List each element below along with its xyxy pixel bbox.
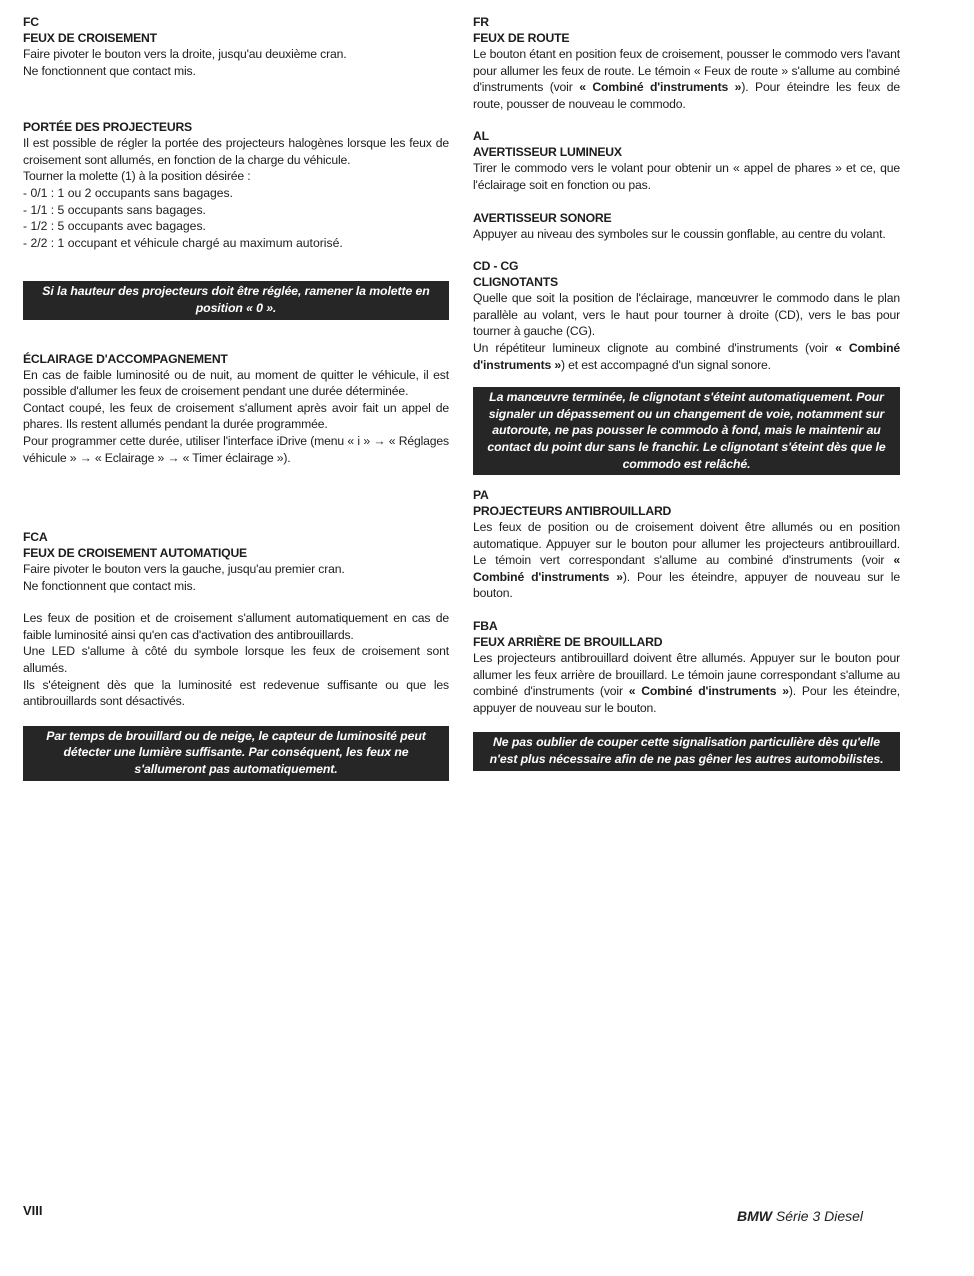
section-title-clignotants: CLIGNOTANTS	[473, 275, 558, 290]
brand-name: BMW	[737, 1208, 772, 1224]
text-run: ). Pour les éteindre, appuyer de nouveau sur le bouton.	[473, 569, 900, 601]
text-run: Les feux de position ou de croisement doivent être allumés ou en position automatique. Appuyer sur le bouton pour allumer les projecteurs antibrouillard. Le témoin vert correspondant s'allume au combiné d'instruments (voir	[473, 520, 900, 568]
paragraph: Faire pivoter le bouton vers la droite, jusqu'au deuxième cran.	[23, 47, 347, 61]
text-run: Les projecteurs antibrouillard doivent être allumés. Appuyer sur le bouton pour allumer les feux arrière de brouillard. Le témoin jaune correspondant s'allume au combiné d'instruments (voir	[473, 651, 900, 699]
text-run: ). Pour les éteindre, appuyer de nouveau sur le bouton.	[473, 684, 900, 715]
section-title-feux-de-route: FEUX DE ROUTE	[473, 31, 570, 45]
cross-reference: « Combiné d'instruments »	[473, 340, 900, 372]
left-column	[23, 14, 449, 781]
cross-reference: « Combiné d'instruments »	[579, 80, 742, 95]
section-body-fc	[23, 46, 449, 79]
paragraph: Tourner la molette (1) à la position désirée :	[23, 169, 251, 184]
paragraph: Quelle que soit la position de l'éclairage, manœuvrer le commodo dans le plan parallèle au volant, vers le haut pour tourner à droite (CD), vers le bas pour tourner à gauche (CG).	[473, 291, 900, 339]
text-run: ). Pour éteindre les feux de route, pousser de nouveau le commodo.	[473, 80, 900, 111]
section-code-fr: FR	[473, 15, 489, 29]
paragraph: Ne fonctionnent que contact mis.	[23, 63, 196, 78]
section-code-pa: PA	[473, 488, 489, 503]
section-code-al: AL	[473, 129, 489, 144]
paragraph: Contact coupé, les feux de croisement s'allument après avoir fait un appel de phares. Ils restent allumés pendant la durée programmée.	[23, 400, 449, 432]
page-number: VIII	[23, 1203, 43, 1218]
section-title-projecteurs-antibrouillard: PROJECTEURS ANTIBROUILLARD	[473, 504, 672, 519]
paragraph: Ne fonctionnent que contact mis.	[23, 578, 196, 593]
note-box-portee: Si la hauteur des projecteurs doit être réglée, ramener la molette en position « 0 ».	[23, 281, 449, 319]
load-position-list	[23, 185, 449, 251]
cross-reference: « Combiné d'instruments »	[473, 553, 900, 584]
list-item: - 1/2 : 5 occupants avec bagages.	[23, 219, 206, 234]
section-title-feux-arriere-brouillard: FEUX ARRIÈRE DE BROUILLARD	[473, 635, 663, 650]
paragraph: En cas de faible luminosité ou de nuit, au moment de quitter le véhicule, il est possible d'allumer les feux de croisement pendant une durée déterminée.	[23, 367, 449, 399]
paragraph	[473, 519, 900, 602]
paragraph: Les feux de position et de croisement s'allument automatiquement en cas de faible luminosité ainsi qu'en cas d'activation des antibrouillards.	[23, 611, 449, 642]
paragraph	[473, 650, 900, 716]
section-title-avertisseur-sonore: AVERTISSEUR SONORE	[473, 210, 612, 225]
section-code-fc: FC	[23, 15, 39, 29]
note-box-fba: Ne pas oublier de couper cette signalisation particulière dès qu'elle n'est plus nécessaire afin de ne pas gêner les autres automobilistes.	[473, 732, 900, 770]
running-footer-title	[737, 1208, 863, 1224]
paragraph: Faire pivoter le bouton vers la gauche, jusqu'au premier cran.	[23, 562, 345, 577]
list-item: - 0/1 : 1 ou 2 occupants sans bagages.	[23, 185, 234, 200]
section-title-eclairage-accompagnement: ÉCLAIRAGE D'ACCOMPAGNEMENT	[23, 351, 228, 366]
list-item: - 1/1 : 5 occupants sans bagages.	[23, 202, 206, 217]
paragraph: Pour programmer cette durée, utiliser l'interface iDrive (menu « i » → « Réglages véhicule » → « Eclairage » → « Timer éclairage »).	[23, 433, 449, 465]
paragraph: Ils s'éteignent dès que la luminosité est redevenue suffisante ou que les antibrouillards sont désactivés.	[23, 677, 449, 709]
section-title-avertisseur-lumineux: AVERTISSEUR LUMINEUX	[473, 145, 622, 160]
cross-reference: « Combiné d'instruments »	[628, 684, 789, 699]
section-title-portee-projecteurs: PORTÉE DES PROJECTEURS	[23, 120, 192, 135]
list-item: - 2/2 : 1 occupant et véhicule chargé au maximum autorisé.	[23, 235, 343, 250]
section-code-cd-cg: CD - CG	[473, 259, 519, 274]
section-title-feux-croisement-automatique: FEUX DE CROISEMENT AUTOMATIQUE	[23, 546, 247, 561]
right-column	[473, 14, 900, 771]
paragraph: Il est possible de régler la portée des projecteurs halogènes lorsque les feux de croisement sont allumés, en fonction de la charge du véhicule.	[23, 136, 449, 167]
section-code-fca: FCA	[23, 530, 48, 545]
section-title-feux-de-croisement: FEUX DE CROISEMENT	[23, 31, 157, 45]
section-code-fba: FBA	[473, 619, 498, 634]
paragraph	[473, 46, 900, 112]
text-run: Le bouton étant en position feux de croisement, pousser le commodo vers l'avant pour allumer les feux de route. Le témoin « Feux de route » s'allume au combiné d'instruments (voir	[473, 47, 900, 95]
note-box-fca: Par temps de brouillard ou de neige, le capteur de luminosité peut détecter une lumière suffisante. Par conséquent, les feux ne s'allumeront pas automatiquement.	[23, 726, 449, 781]
paragraph: Appuyer au niveau des symboles sur le coussin gonflable, au centre du volant.	[473, 226, 886, 241]
text-run: Un répétiteur lumineux clignote au combiné d'instruments (voir	[473, 340, 836, 355]
note-box-clignotants: La manœuvre terminée, le clignotant s'éteint automatiquement. Pour signaler un dépassement ou un changement de voie, notamment sur autoroute, ne pas pousser le commodo à fond, mais le maintenir au contact du point dur sans le franchir. Le clignotant s'éteint dès que le commodo est relâché.	[473, 387, 900, 475]
text-run: ) et est accompagné d'un signal sonore.	[561, 357, 771, 372]
paragraph: Tirer le commodo vers le volant pour obtenir un « appel de phares » et ce, que l'éclairage soit en fonction ou pas.	[473, 161, 900, 192]
paragraph	[473, 340, 900, 373]
model-name: Série 3 Diesel	[775, 1208, 864, 1224]
paragraph: Une LED s'allume à côté du symbole lorsque les feux de croisement sont allumés.	[23, 644, 449, 676]
